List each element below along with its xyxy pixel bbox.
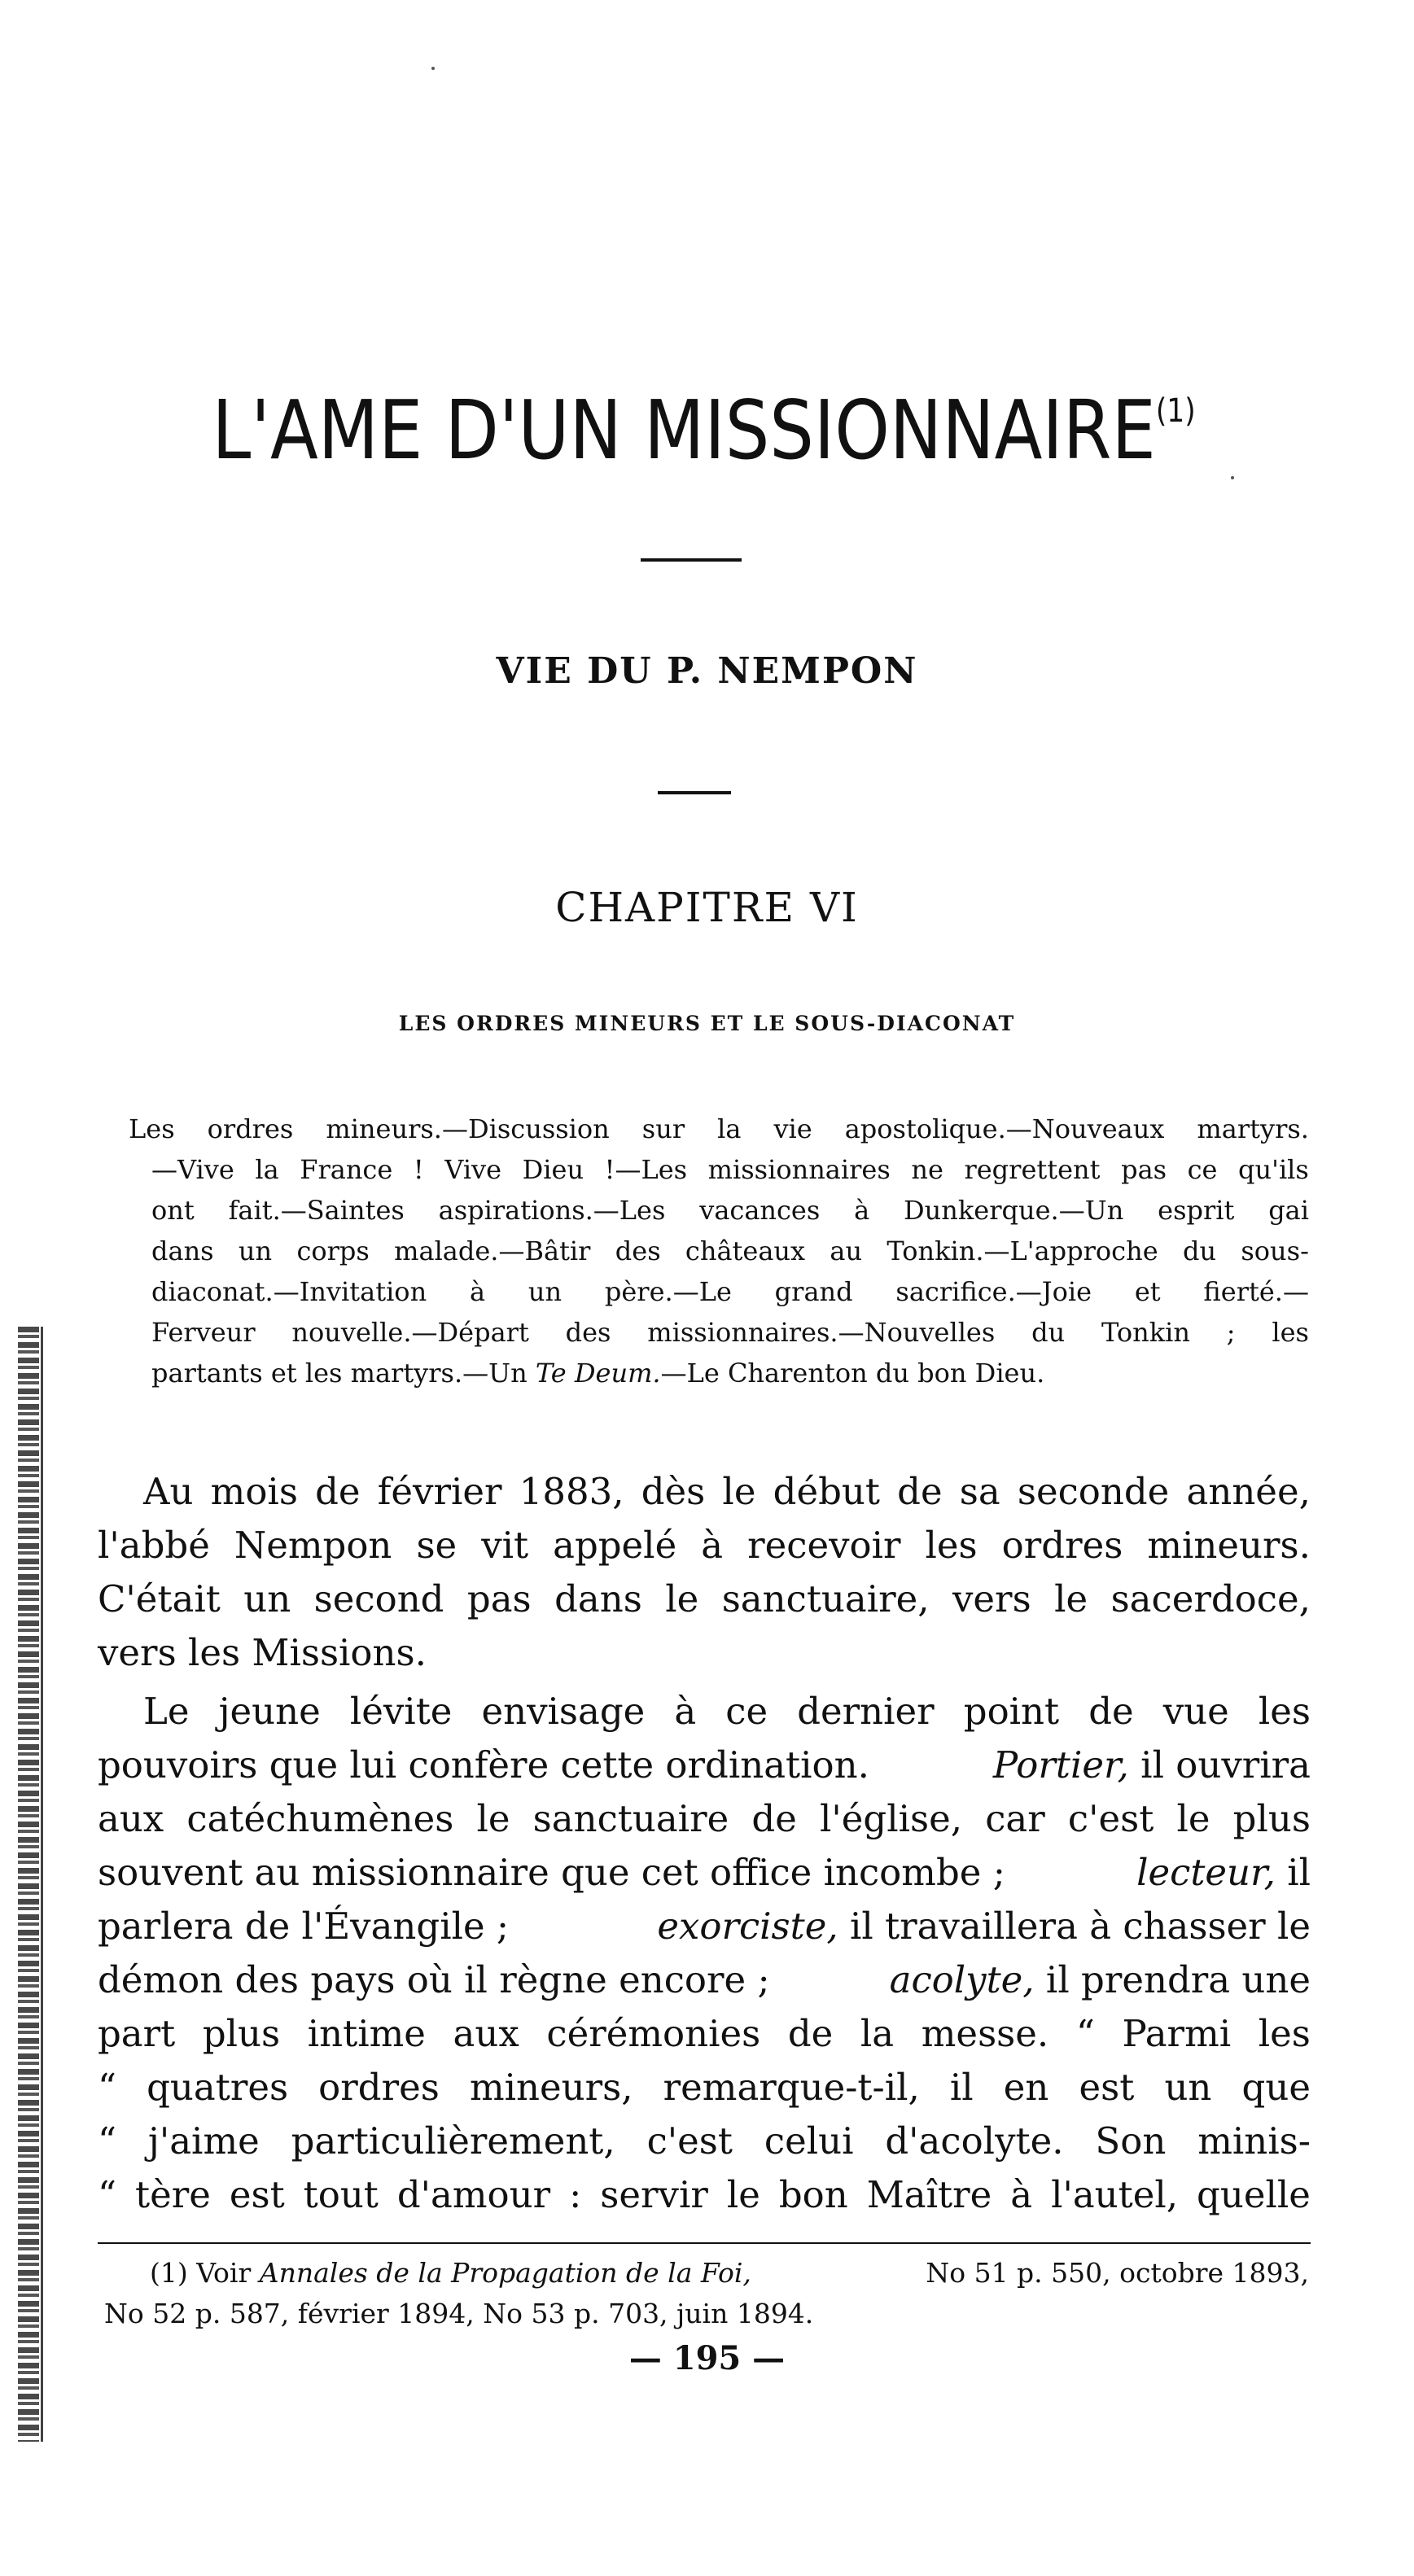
italic-term: Portier, [992, 1743, 1129, 1787]
word: année, [1186, 1470, 1311, 1513]
binding-edge [18, 1327, 39, 2442]
ink-speck [431, 67, 435, 70]
word: 1883, [519, 1470, 624, 1513]
word: la [860, 2012, 895, 2055]
word: le [665, 1577, 699, 1620]
word: dans [554, 1577, 642, 1620]
word: mineurs. [1147, 1524, 1311, 1567]
word: de [1088, 1690, 1134, 1733]
paragraph-line [98, 1572, 1311, 1626]
word: catéchumènes [186, 1797, 454, 1840]
word: Vive [444, 1154, 502, 1185]
paragraph-line [98, 2061, 1311, 2115]
title-footnote-marker: (1) [1155, 392, 1196, 430]
word: un [528, 1276, 563, 1307]
word: au [830, 1236, 863, 1266]
word: C'était [98, 1577, 221, 1620]
paragraph-line [98, 1685, 1311, 1738]
word: que [1241, 2066, 1311, 2109]
word: l'autel, [1051, 2173, 1179, 2216]
word: vit [481, 1524, 529, 1567]
chapter-heading: CHAPITRE VI [555, 884, 859, 931]
word: mineurs, [469, 2066, 633, 2109]
word: est [1079, 2066, 1135, 2109]
word: sa [959, 1470, 1000, 1513]
word: Dieu [522, 1154, 584, 1185]
word: Ferveur [151, 1317, 256, 1348]
word: pas [466, 1577, 532, 1620]
body-text [98, 1465, 1311, 2222]
word: châteaux [685, 1236, 806, 1266]
paragraph-line: pouvoirs que lui confère cette ordination. Portier, il ouvrira [98, 1743, 1311, 1787]
word: mois [210, 1470, 298, 1513]
word: un [1164, 2066, 1212, 2109]
word: point [963, 1690, 1060, 1733]
word: lévite [349, 1690, 453, 1733]
word: sanctuaire [532, 1797, 729, 1840]
summary-line [129, 1149, 1309, 1190]
word: ordres [1001, 1524, 1123, 1567]
page-title [96, 358, 1312, 483]
word: envisage [481, 1690, 646, 1733]
word: missionnaires [707, 1154, 891, 1185]
word: et [1134, 1276, 1161, 1307]
word: grand [774, 1276, 853, 1307]
paragraph-line: parlera de l'Évangile ; exorciste, il travaillera à chasser le [98, 1905, 1311, 1948]
word: —Vive [151, 1154, 234, 1185]
word: seconde [1017, 1470, 1170, 1513]
paragraph-line [98, 1465, 1311, 1519]
footnote [104, 2253, 1309, 2334]
word: corps [296, 1236, 370, 1266]
word: les [1272, 1317, 1309, 1348]
word: un [243, 1577, 291, 1620]
italic-term: exorciste, [657, 1905, 838, 1948]
word: père.—Le [604, 1276, 732, 1307]
word: servir [600, 2173, 708, 2216]
paragraph-line: vers les Missions. [98, 1631, 427, 1674]
word: nouvelle.—Départ [291, 1317, 529, 1348]
word: malade.—Bâtir [394, 1236, 591, 1266]
word: ordres [318, 2066, 440, 2109]
word: Le [143, 1690, 190, 1733]
word: aux [453, 2012, 519, 2055]
footnote-separator [98, 2242, 1311, 2244]
summary-line [129, 1190, 1309, 1231]
word: à [1010, 2173, 1033, 2216]
word: la [255, 1154, 279, 1185]
word: regrettent [964, 1154, 1101, 1185]
word: les [1258, 2012, 1311, 2055]
italic-term: acolyte, [889, 1958, 1035, 2001]
word: martyrs. [1197, 1113, 1309, 1144]
subtitle-divider [658, 791, 731, 794]
word: quelle [1197, 2173, 1311, 2216]
word: Dunkerque.—Un [904, 1195, 1124, 1226]
word: particulièrement, [291, 2119, 615, 2163]
word: !—Les [604, 1154, 688, 1185]
word: dans [151, 1236, 214, 1266]
word: Nempon [234, 1524, 392, 1567]
word: sacrifice.—Joie [895, 1276, 1092, 1307]
word: Tonkin [1101, 1317, 1190, 1348]
word: sur [641, 1113, 685, 1144]
word: tère [135, 2173, 211, 2216]
word: le [722, 1470, 756, 1513]
summary-line: partants et les martyrs.—Un Te Deum.—Le Charenton du bon Dieu. [151, 1358, 1045, 1389]
word: “ [1075, 2012, 1095, 2055]
title-text: L'AME D'UN MISSIONNAIRE [212, 383, 1156, 478]
title-divider [641, 558, 742, 562]
word: cérémonies [546, 2012, 761, 2055]
word: remarque-t-il, [663, 2066, 920, 2109]
word: quatres [147, 2066, 289, 2109]
word: sacerdoce, [1110, 1577, 1311, 1620]
source-title: Annales de la Propagation de la Foi, [259, 2257, 751, 2289]
paragraph-line [98, 1792, 1311, 1846]
word: dès [641, 1470, 706, 1513]
word: Au [143, 1470, 194, 1513]
word: messe. [921, 2012, 1049, 2055]
word: “ [98, 2066, 117, 2109]
word: Maître [866, 2173, 992, 2216]
word: ne [911, 1154, 943, 1185]
word: l'abbé [98, 1524, 210, 1567]
word: qu'ils [1238, 1154, 1309, 1185]
word: en [1003, 2066, 1049, 2109]
word: est [229, 2173, 285, 2216]
word: minis- [1197, 2119, 1311, 2163]
word: esprit [1158, 1195, 1235, 1226]
word: Son [1095, 2119, 1167, 2163]
word: ; [1226, 1317, 1236, 1348]
word: : [569, 2173, 582, 2216]
word: d'amour [396, 2173, 551, 2216]
word: février [377, 1470, 502, 1513]
summary-line [129, 1231, 1309, 1271]
word: à [701, 1524, 724, 1567]
word: de [315, 1470, 361, 1513]
word: un [238, 1236, 273, 1266]
word: d'acolyte. [885, 2119, 1064, 2163]
word: vie [773, 1113, 812, 1144]
word: intime [307, 2012, 426, 2055]
word: second [313, 1577, 444, 1620]
word: à [854, 1195, 870, 1226]
word: des [565, 1317, 611, 1348]
word: sanctuaire, [721, 1577, 930, 1620]
word: le [476, 1797, 510, 1840]
word: la [717, 1113, 742, 1144]
word: appelé [553, 1524, 677, 1567]
word: missionnaires.—Nouvelles [647, 1317, 996, 1348]
word: les [925, 1524, 978, 1567]
word: part [98, 2012, 176, 2055]
word: fait.—Saintes [228, 1195, 405, 1226]
word: c'est [1067, 1797, 1154, 1840]
word: Les [129, 1113, 175, 1144]
italic-term: lecteur, [1136, 1851, 1276, 1894]
paragraph-line [98, 2168, 1311, 2222]
word: sous- [1241, 1236, 1309, 1266]
summary-line [129, 1109, 1309, 1149]
word: “ [98, 2173, 117, 2216]
word: pas [1121, 1154, 1167, 1185]
word: se [416, 1524, 457, 1567]
word: Parmi [1122, 2012, 1232, 2055]
word: mineurs.—Discussion [326, 1113, 610, 1144]
word: début [773, 1470, 880, 1513]
word: apostolique.—Nouveaux [844, 1113, 1165, 1144]
word: du [1182, 1236, 1217, 1266]
summary-line [129, 1271, 1309, 1312]
word: diaconat.—Invitation [151, 1276, 427, 1307]
word: gai [1268, 1195, 1309, 1226]
word: plus [202, 2012, 281, 2055]
word: celui [764, 2119, 854, 2163]
word: l'église, [820, 1797, 963, 1840]
word: ! [413, 1154, 424, 1185]
paragraph-line [98, 2007, 1311, 2061]
word: ce [725, 1690, 768, 1733]
word: des [615, 1236, 661, 1266]
word: ont [151, 1195, 195, 1226]
word: recevoir [747, 1524, 901, 1567]
word: le [726, 2173, 760, 2216]
section-heading: LES ORDRES MINEURS ET LE SOUS-DIACONAT [398, 1012, 1016, 1035]
word: vers [952, 1577, 1031, 1620]
word: car [985, 1797, 1045, 1840]
word: le [1054, 1577, 1088, 1620]
footnote-line: (1) Voir Annales de la Propagation de la Foi, No 51 p. 550, octobre 1893, [150, 2257, 1309, 2289]
word: aspirations.—Les [438, 1195, 666, 1226]
word: bon [778, 2173, 848, 2216]
word: les [1258, 1690, 1311, 1733]
word: aux [98, 1797, 164, 1840]
word: vue [1162, 1690, 1229, 1733]
word: le [1176, 1797, 1210, 1840]
word: j'aime [147, 2119, 260, 2163]
word: à [674, 1690, 697, 1733]
footnote-line: No 52 p. 587, février 1894, No 53 p. 703, juin 1894. [104, 2298, 814, 2329]
chapter-summary [129, 1109, 1309, 1393]
summary-line [129, 1312, 1309, 1353]
word: ce [1187, 1154, 1218, 1185]
word: plus [1232, 1797, 1311, 1840]
word: il [949, 2066, 974, 2109]
word: jeune [218, 1690, 321, 1733]
paragraph-line: souvent au missionnaire que cet office incombe ; lecteur, il [98, 1851, 1311, 1894]
word: ordres [207, 1113, 294, 1144]
word: Tonkin.—L'approche [886, 1236, 1158, 1266]
word: de [751, 1797, 797, 1840]
word: du [1031, 1317, 1066, 1348]
subtitle: VIE DU P. NEMPON [496, 650, 918, 692]
word: à [469, 1276, 486, 1307]
word: vacances [699, 1195, 821, 1226]
word: tout [303, 2173, 379, 2216]
page-number: — 195 — [628, 2339, 786, 2377]
word: fierté.— [1203, 1276, 1309, 1307]
word: de [897, 1470, 943, 1513]
paragraph-line [98, 2115, 1311, 2168]
word: c'est [646, 2119, 733, 2163]
word: dernier [797, 1690, 935, 1733]
te-deum-italic: Te Deum. [535, 1358, 661, 1389]
word: “ [98, 2119, 117, 2163]
word: France [300, 1154, 393, 1185]
paragraph-line [98, 1519, 1311, 1572]
word: de [787, 2012, 834, 2055]
paragraph-line: démon des pays où il règne encore ; acolyte, il prendra une [98, 1958, 1311, 2001]
